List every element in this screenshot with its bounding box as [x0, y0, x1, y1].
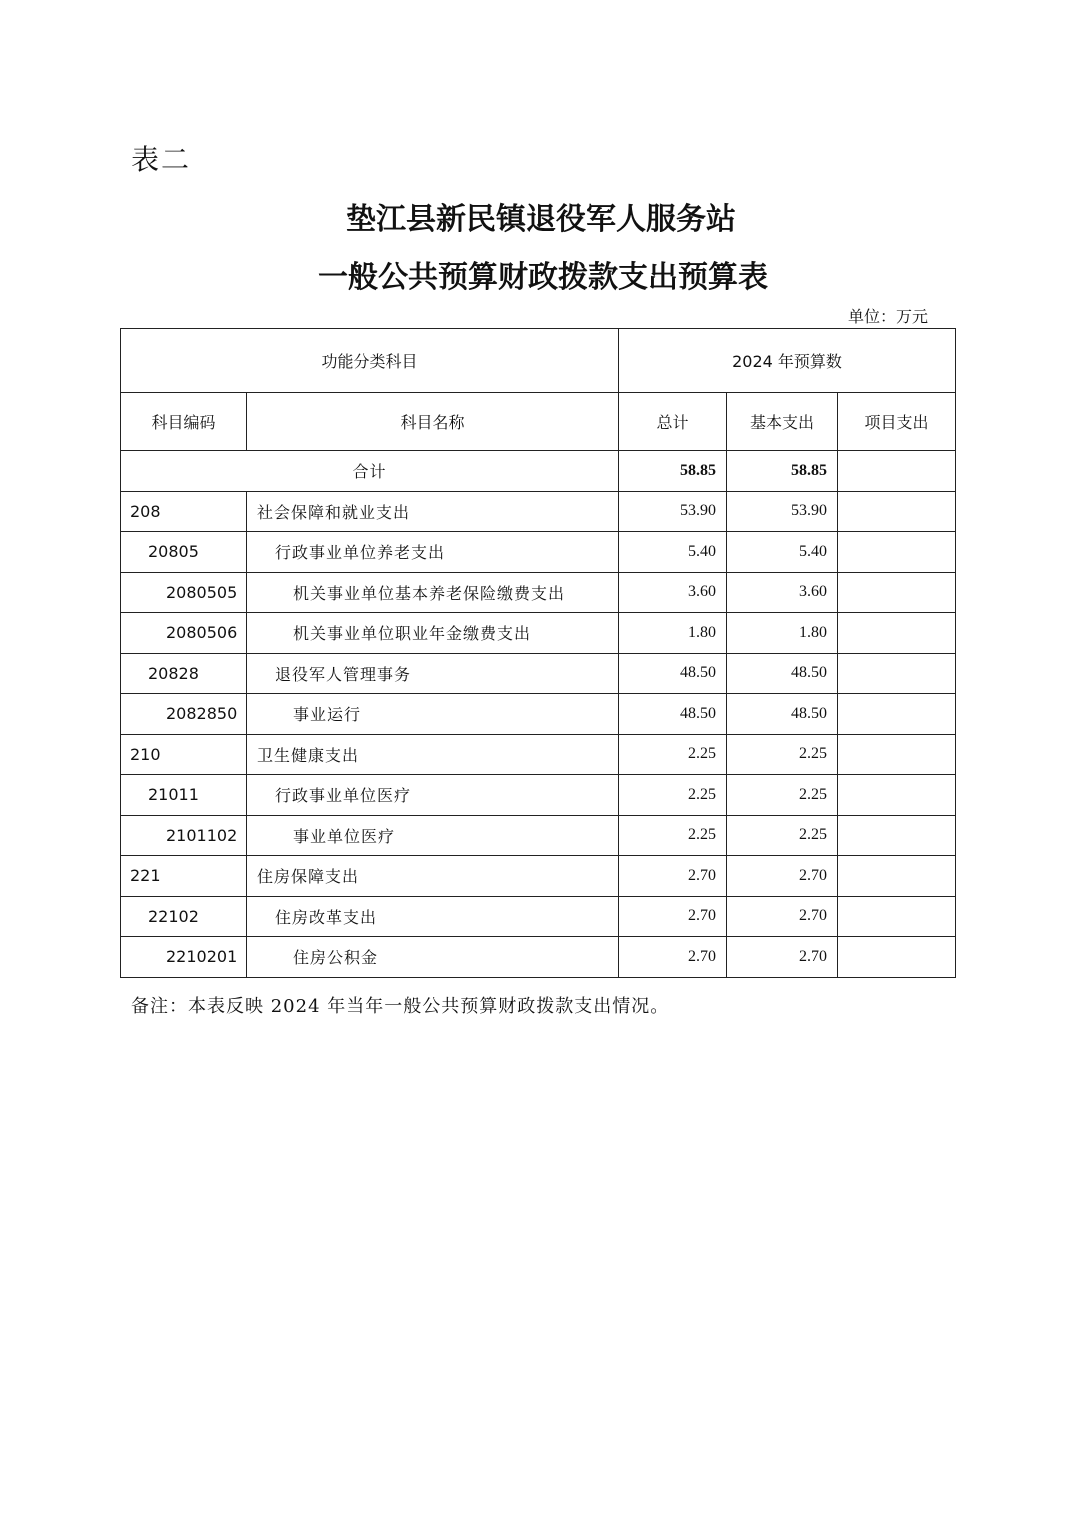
basic-cell: 2.70 [727, 856, 838, 897]
code-cell: 22102 [121, 896, 247, 937]
table-row [121, 937, 956, 978]
name-cell: 行政事业单位医疗 [247, 775, 619, 816]
project-cell [838, 775, 956, 816]
total-cell: 2.70 [619, 896, 727, 937]
total-cell: 2.25 [619, 815, 727, 856]
code-cell: 20828 [121, 653, 247, 694]
name-cell: 社会保障和就业支出 [247, 491, 619, 532]
basic-cell: 2.70 [727, 896, 838, 937]
total-cell: 2.25 [619, 734, 727, 775]
document-subtitle: 一般公共预算财政拨款支出预算表 [318, 260, 768, 295]
basic-cell: 53.90 [727, 491, 838, 532]
name-cell: 事业单位医疗 [247, 815, 619, 856]
basic-cell: 5.40 [727, 532, 838, 573]
table-row [121, 491, 956, 532]
table-row [121, 653, 956, 694]
name-cell: 事业运行 [247, 694, 619, 735]
name-cell: 住房保障支出 [247, 856, 619, 897]
name-cell: 机关事业单位职业年金缴费支出 [247, 613, 619, 654]
table-label: 表二 [131, 143, 192, 176]
table-row [121, 694, 956, 735]
header-row-1 [121, 329, 956, 393]
total-row [121, 451, 956, 492]
code-cell: 210 [121, 734, 247, 775]
name-header: 科目名称 [247, 393, 619, 451]
total-cell: 2.70 [619, 937, 727, 978]
code-cell: 2210201 [121, 937, 247, 978]
total-header: 总计 [619, 393, 727, 451]
project-cell [838, 815, 956, 856]
project-cell [838, 451, 956, 492]
project-cell [838, 532, 956, 573]
code-cell: 2082850 [121, 694, 247, 735]
footnote: 备注：本表反映 2024 年当年一般公共预算财政拨款支出情况。 [131, 996, 670, 1017]
project-header: 项目支出 [838, 393, 956, 451]
project-cell [838, 896, 956, 937]
budget-table [120, 328, 956, 978]
name-cell: 行政事业单位养老支出 [247, 532, 619, 573]
total-cell: 58.85 [619, 451, 727, 492]
code-header: 科目编码 [121, 393, 247, 451]
table-row [121, 896, 956, 937]
basic-cell: 3.60 [727, 572, 838, 613]
table-row [121, 856, 956, 897]
basic-cell: 48.50 [727, 653, 838, 694]
header-row-2 [121, 393, 956, 451]
total-cell: 3.60 [619, 572, 727, 613]
project-cell [838, 694, 956, 735]
project-cell [838, 613, 956, 654]
table-row [121, 734, 956, 775]
name-cell: 住房公积金 [247, 937, 619, 978]
total-cell: 48.50 [619, 653, 727, 694]
code-cell: 208 [121, 491, 247, 532]
table-row [121, 532, 956, 573]
total-label: 合计 [121, 451, 619, 492]
code-cell: 2101102 [121, 815, 247, 856]
project-cell [838, 937, 956, 978]
code-cell: 2080506 [121, 613, 247, 654]
table-row [121, 815, 956, 856]
total-cell: 2.25 [619, 775, 727, 816]
basic-cell: 1.80 [727, 613, 838, 654]
project-cell [838, 856, 956, 897]
unit-label: 单位：万元 [848, 307, 929, 326]
name-cell: 住房改革支出 [247, 896, 619, 937]
name-cell: 机关事业单位基本养老保险缴费支出 [247, 572, 619, 613]
project-cell [838, 734, 956, 775]
total-cell: 2.70 [619, 856, 727, 897]
basic-cell: 2.25 [727, 734, 838, 775]
project-cell [838, 653, 956, 694]
document-title: 垫江县新民镇退役军人服务站 [346, 202, 736, 237]
functional-category-header: 功能分类科目 [121, 329, 619, 393]
total-cell: 48.50 [619, 694, 727, 735]
code-cell: 20805 [121, 532, 247, 573]
basic-cell: 48.50 [727, 694, 838, 735]
code-cell: 21011 [121, 775, 247, 816]
name-cell: 退役军人管理事务 [247, 653, 619, 694]
basic-cell: 58.85 [727, 451, 838, 492]
total-cell: 1.80 [619, 613, 727, 654]
basic-cell: 2.70 [727, 937, 838, 978]
name-cell: 卫生健康支出 [247, 734, 619, 775]
total-cell: 53.90 [619, 491, 727, 532]
table-row [121, 572, 956, 613]
code-cell: 2080505 [121, 572, 247, 613]
project-cell [838, 491, 956, 532]
basic-header: 基本支出 [727, 393, 838, 451]
project-cell [838, 572, 956, 613]
table-row [121, 775, 956, 816]
code-cell: 221 [121, 856, 247, 897]
table-row [121, 613, 956, 654]
basic-cell: 2.25 [727, 775, 838, 816]
basic-cell: 2.25 [727, 815, 838, 856]
total-cell: 5.40 [619, 532, 727, 573]
budget-year-header: 2024 年预算数 [619, 329, 956, 393]
